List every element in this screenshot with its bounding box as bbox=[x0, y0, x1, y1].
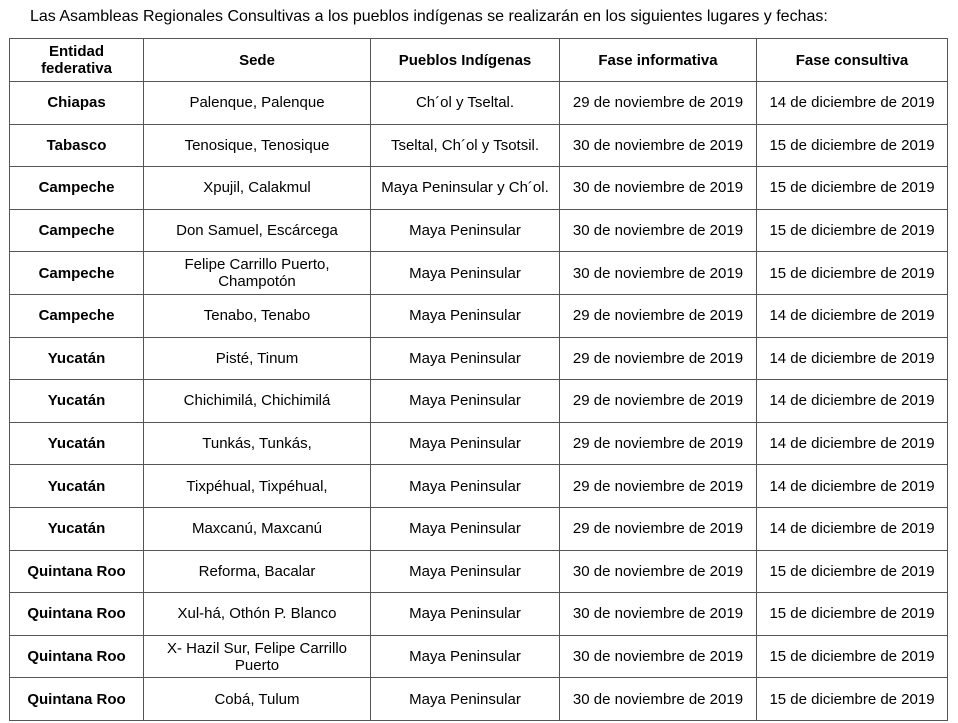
cell-sede: Tenabo, Tenabo bbox=[144, 294, 371, 337]
table-row bbox=[10, 550, 948, 593]
cell-sede: Xul-há, Othón P. Blanco bbox=[144, 593, 371, 636]
cell-entidad: Yucatán bbox=[10, 465, 144, 508]
table-row bbox=[10, 82, 948, 125]
cell-entidad: Quintana Roo bbox=[10, 550, 144, 593]
cell-entidad: Yucatán bbox=[10, 380, 144, 423]
header-entidad: Entidad federativa bbox=[10, 39, 144, 82]
cell-pueblos: Maya Peninsular bbox=[371, 550, 560, 593]
cell-fase-informativa: 29 de noviembre de 2019 bbox=[560, 82, 757, 125]
cell-fase-consultiva: 14 de diciembre de 2019 bbox=[757, 422, 948, 465]
cell-sede: Don Samuel, Escárcega bbox=[144, 209, 371, 252]
cell-entidad: Tabasco bbox=[10, 124, 144, 167]
cell-fase-informativa: 30 de noviembre de 2019 bbox=[560, 252, 757, 295]
assemblies-table bbox=[9, 38, 948, 721]
table-row bbox=[10, 337, 948, 380]
cell-fase-consultiva: 14 de diciembre de 2019 bbox=[757, 507, 948, 550]
cell-fase-consultiva: 15 de diciembre de 2019 bbox=[757, 124, 948, 167]
cell-pueblos: Maya Peninsular bbox=[371, 465, 560, 508]
header-row bbox=[10, 39, 948, 82]
cell-fase-consultiva: 14 de diciembre de 2019 bbox=[757, 294, 948, 337]
cell-fase-informativa: 30 de noviembre de 2019 bbox=[560, 167, 757, 210]
cell-pueblos: Ch´ol y Tseltal. bbox=[371, 82, 560, 125]
cell-fase-consultiva: 15 de diciembre de 2019 bbox=[757, 252, 948, 295]
cell-entidad: Quintana Roo bbox=[10, 678, 144, 721]
cell-entidad: Yucatán bbox=[10, 337, 144, 380]
cell-entidad: Quintana Roo bbox=[10, 593, 144, 636]
cell-pueblos: Maya Peninsular bbox=[371, 337, 560, 380]
cell-sede: Tixpéhual, Tixpéhual, bbox=[144, 465, 371, 508]
header-fase-consultiva: Fase consultiva bbox=[757, 39, 948, 82]
table-row bbox=[10, 422, 948, 465]
cell-entidad: Yucatán bbox=[10, 422, 144, 465]
cell-entidad: Quintana Roo bbox=[10, 635, 144, 678]
cell-sede: Maxcanú, Maxcanú bbox=[144, 507, 371, 550]
header-pueblos: Pueblos Indígenas bbox=[371, 39, 560, 82]
table-row bbox=[10, 507, 948, 550]
header-fase-informativa: Fase informativa bbox=[560, 39, 757, 82]
cell-pueblos: Maya Peninsular bbox=[371, 294, 560, 337]
cell-fase-informativa: 30 de noviembre de 2019 bbox=[560, 209, 757, 252]
cell-fase-consultiva: 15 de diciembre de 2019 bbox=[757, 209, 948, 252]
cell-fase-consultiva: 15 de diciembre de 2019 bbox=[757, 678, 948, 721]
table-row bbox=[10, 124, 948, 167]
table-row bbox=[10, 167, 948, 210]
cell-sede: X- Hazil Sur, Felipe Carrillo Puerto bbox=[144, 635, 371, 678]
cell-entidad: Chiapas bbox=[10, 82, 144, 125]
cell-entidad: Campeche bbox=[10, 167, 144, 210]
cell-fase-consultiva: 14 de diciembre de 2019 bbox=[757, 380, 948, 423]
cell-fase-consultiva: 14 de diciembre de 2019 bbox=[757, 82, 948, 125]
table-row bbox=[10, 252, 948, 295]
cell-fase-informativa: 30 de noviembre de 2019 bbox=[560, 550, 757, 593]
cell-fase-informativa: 30 de noviembre de 2019 bbox=[560, 124, 757, 167]
header-sede: Sede bbox=[144, 39, 371, 82]
cell-fase-informativa: 30 de noviembre de 2019 bbox=[560, 635, 757, 678]
cell-pueblos: Maya Peninsular bbox=[371, 635, 560, 678]
cell-fase-informativa: 30 de noviembre de 2019 bbox=[560, 678, 757, 721]
cell-sede: Cobá, Tulum bbox=[144, 678, 371, 721]
cell-sede: Pisté, Tinum bbox=[144, 337, 371, 380]
cell-sede: Tunkás, Tunkás, bbox=[144, 422, 371, 465]
table-row bbox=[10, 465, 948, 508]
cell-fase-informativa: 29 de noviembre de 2019 bbox=[560, 465, 757, 508]
cell-entidad: Yucatán bbox=[10, 507, 144, 550]
intro-text: Las Asambleas Regionales Consultivas a los pueblos indígenas se realizarán en los siguientes lugares y fechas: bbox=[30, 8, 828, 25]
cell-entidad: Campeche bbox=[10, 252, 144, 295]
cell-pueblos: Maya Peninsular bbox=[371, 678, 560, 721]
cell-pueblos: Maya Peninsular bbox=[371, 507, 560, 550]
cell-fase-consultiva: 14 de diciembre de 2019 bbox=[757, 337, 948, 380]
cell-sede: Reforma, Bacalar bbox=[144, 550, 371, 593]
cell-pueblos: Maya Peninsular bbox=[371, 422, 560, 465]
cell-sede: Xpujil, Calakmul bbox=[144, 167, 371, 210]
cell-sede: Chichimilá, Chichimilá bbox=[144, 380, 371, 423]
cell-pueblos: Maya Peninsular y Ch´ol. bbox=[371, 167, 560, 210]
cell-sede: Palenque, Palenque bbox=[144, 82, 371, 125]
cell-fase-consultiva: 15 de diciembre de 2019 bbox=[757, 635, 948, 678]
table-row bbox=[10, 593, 948, 636]
cell-fase-consultiva: 15 de diciembre de 2019 bbox=[757, 550, 948, 593]
cell-fase-informativa: 29 de noviembre de 2019 bbox=[560, 380, 757, 423]
table-row bbox=[10, 678, 948, 721]
cell-fase-informativa: 30 de noviembre de 2019 bbox=[560, 593, 757, 636]
cell-fase-consultiva: 14 de diciembre de 2019 bbox=[757, 465, 948, 508]
table-row bbox=[10, 380, 948, 423]
cell-fase-informativa: 29 de noviembre de 2019 bbox=[560, 422, 757, 465]
cell-fase-informativa: 29 de noviembre de 2019 bbox=[560, 294, 757, 337]
cell-entidad: Campeche bbox=[10, 294, 144, 337]
cell-entidad: Campeche bbox=[10, 209, 144, 252]
cell-pueblos: Tseltal, Ch´ol y Tsotsil. bbox=[371, 124, 560, 167]
cell-fase-informativa: 29 de noviembre de 2019 bbox=[560, 507, 757, 550]
table-row bbox=[10, 635, 948, 678]
cell-fase-consultiva: 15 de diciembre de 2019 bbox=[757, 167, 948, 210]
cell-pueblos: Maya Peninsular bbox=[371, 252, 560, 295]
cell-sede: Felipe Carrillo Puerto, Champotón bbox=[144, 252, 371, 295]
cell-fase-consultiva: 15 de diciembre de 2019 bbox=[757, 593, 948, 636]
cell-pueblos: Maya Peninsular bbox=[371, 209, 560, 252]
cell-fase-informativa: 29 de noviembre de 2019 bbox=[560, 337, 757, 380]
table-row bbox=[10, 294, 948, 337]
table-row bbox=[10, 209, 948, 252]
cell-pueblos: Maya Peninsular bbox=[371, 380, 560, 423]
cell-sede: Tenosique, Tenosique bbox=[144, 124, 371, 167]
cell-pueblos: Maya Peninsular bbox=[371, 593, 560, 636]
